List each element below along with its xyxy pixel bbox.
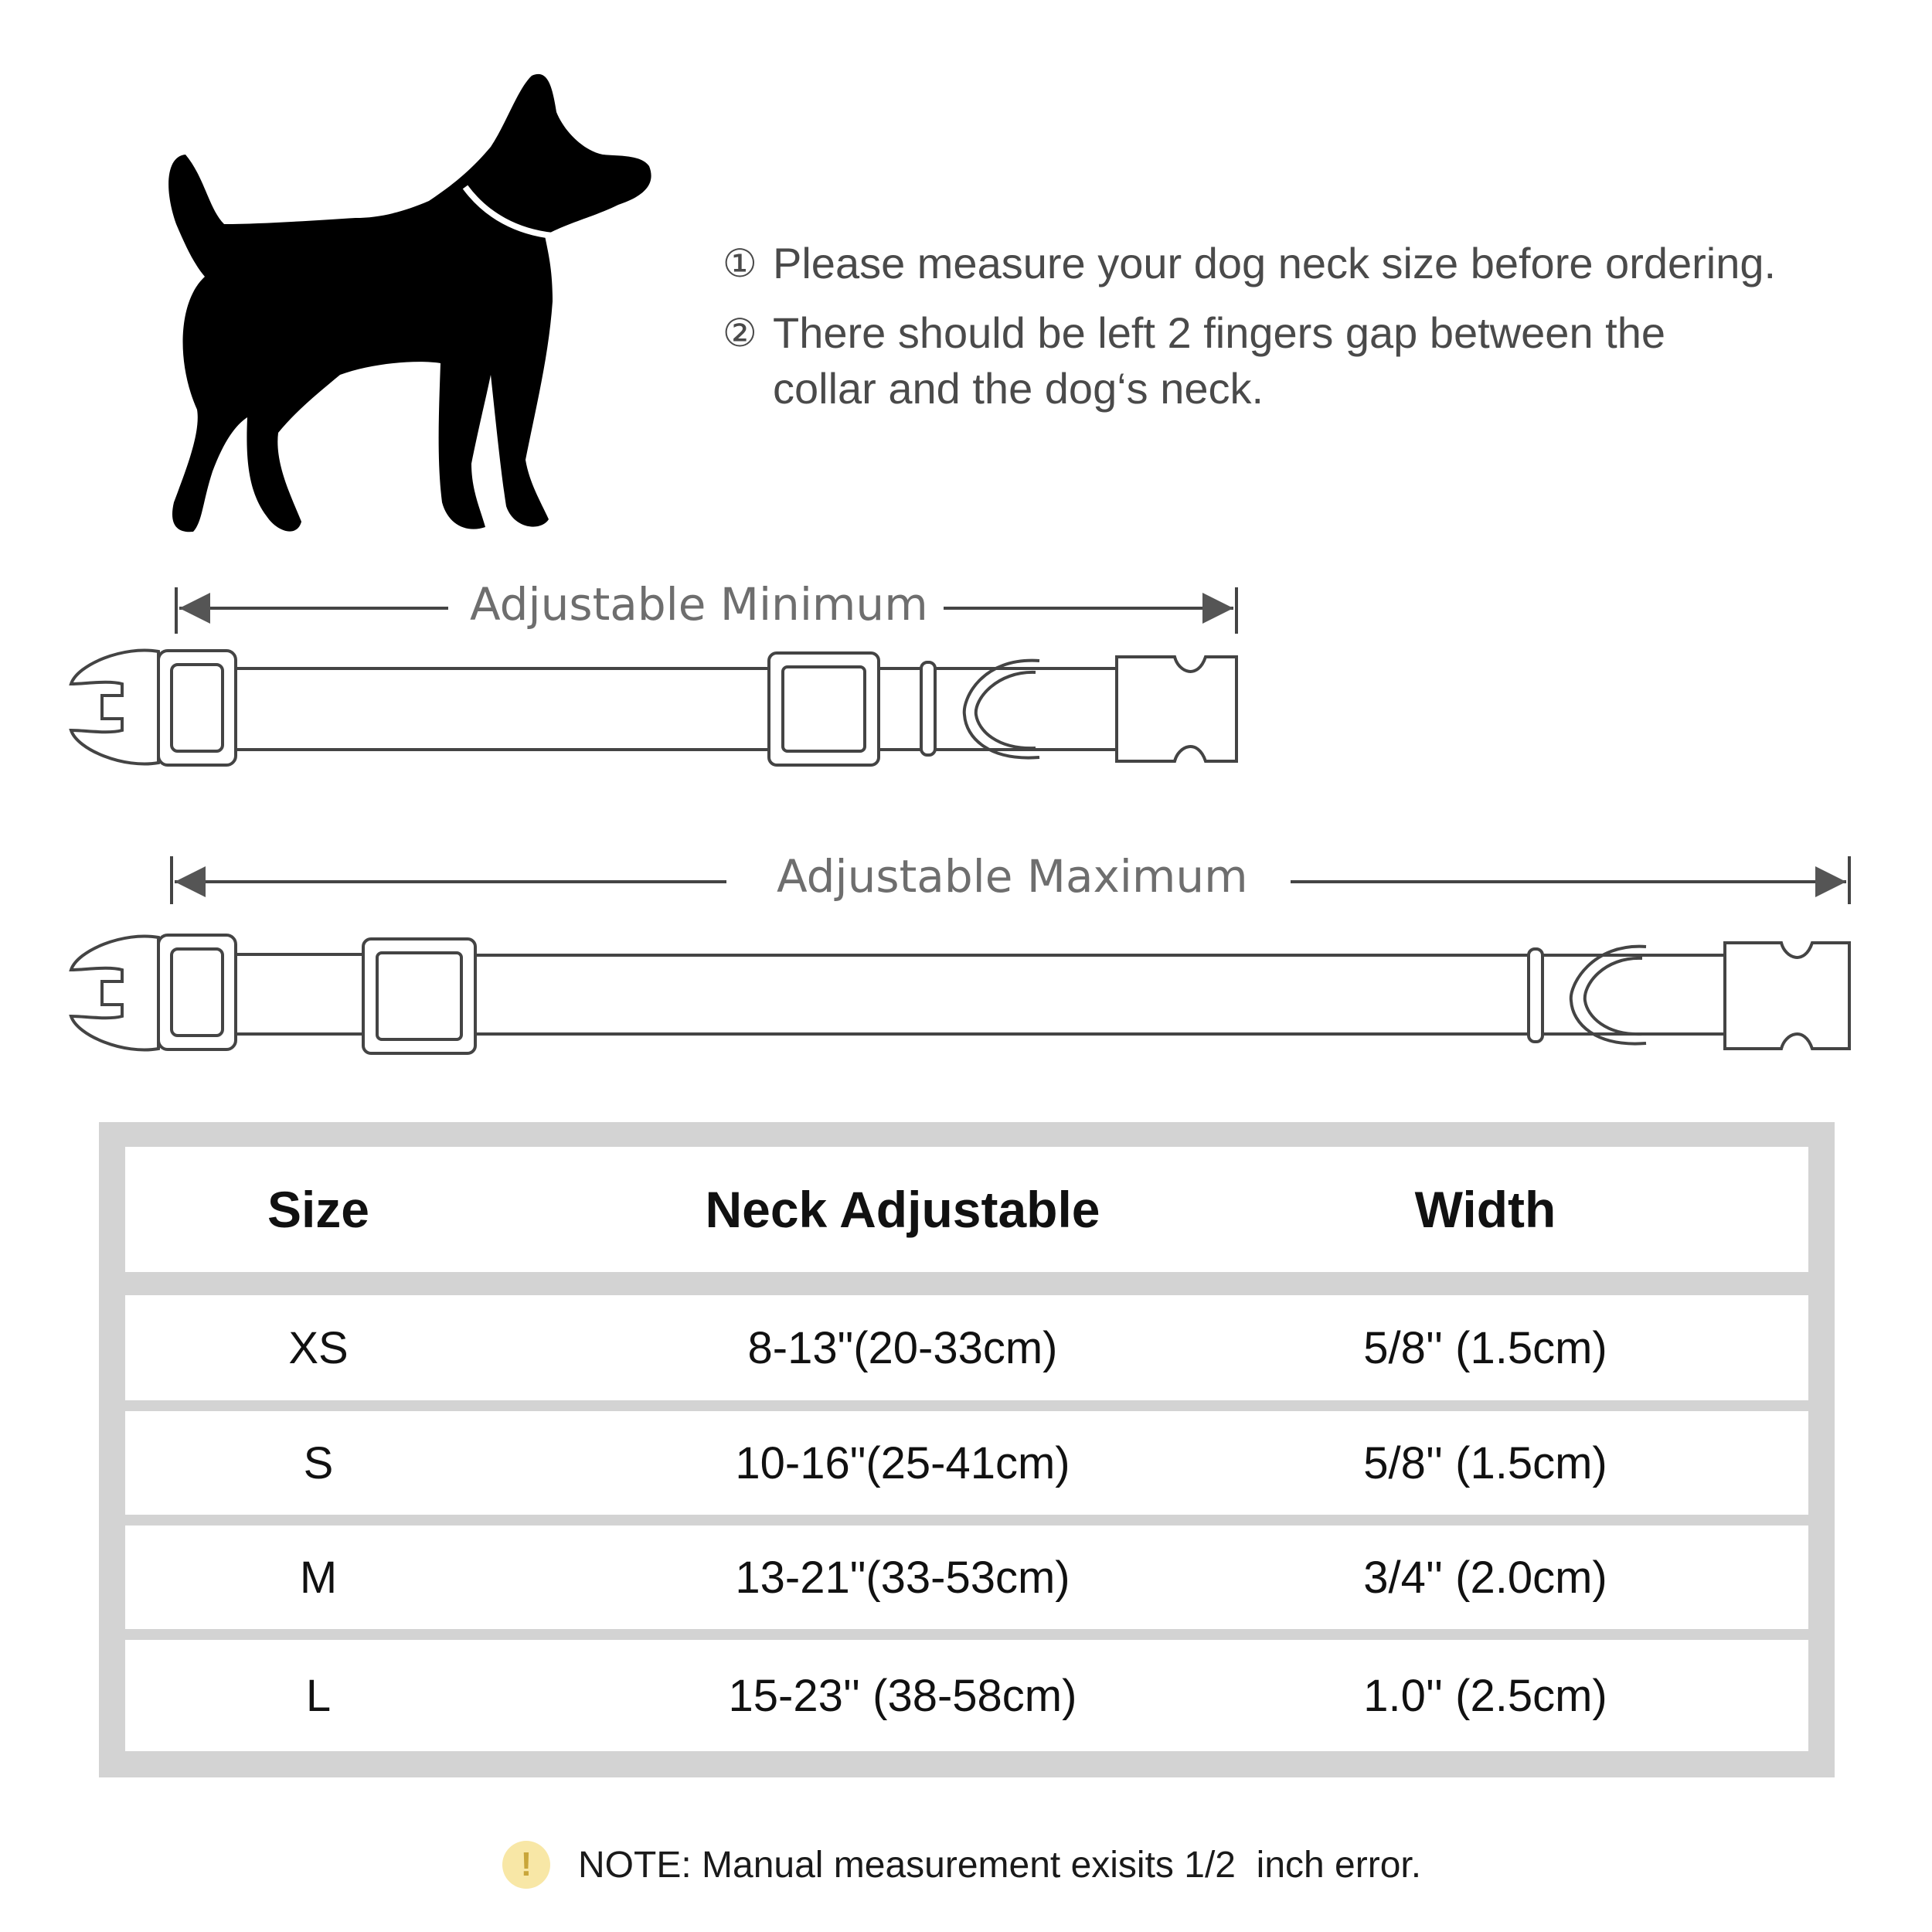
warning-icon: ! (502, 1841, 550, 1889)
table-header-row (125, 1147, 1808, 1272)
neck-cell: 15-23'' (38-58cm) (728, 1670, 1077, 1721)
neck-cell: 13-21"(33-53cm) (735, 1552, 1070, 1603)
note-text: NOTE: Manual measurement exisits 1/2 inch error. (578, 1844, 1422, 1886)
table-row (125, 1295, 1808, 1400)
size-cell: M (299, 1552, 338, 1603)
table-row (125, 1640, 1808, 1751)
header-neck-adjustable: Neck Adjustable (705, 1181, 1100, 1238)
instruction-number: ② (723, 311, 757, 355)
measurement-note (502, 1834, 1421, 1896)
table-row (125, 1526, 1808, 1629)
width-cell: 1.0'' (2.5cm) (1363, 1670, 1607, 1721)
width-cell: 3/4'' (2.0cm) (1363, 1552, 1607, 1603)
size-cell: L (305, 1670, 332, 1721)
neck-cell: 8-13"(20-33cm) (747, 1322, 1058, 1373)
size-cell: S (303, 1437, 334, 1488)
instruction-text: There should be left 2 fingers gap between the collar and the dog‘s neck. (773, 308, 1665, 413)
size-table (99, 1122, 1835, 1777)
size-cell: XS (288, 1322, 349, 1373)
header-width: Width (1414, 1181, 1556, 1238)
header-size: Size (267, 1181, 370, 1238)
width-cell: 5/8'' (1.5cm) (1363, 1322, 1607, 1373)
instruction-number: ① (723, 241, 757, 286)
neck-cell: 10-16"(25-41cm) (735, 1437, 1070, 1488)
adjustable-maximum-label: Adjustable Maximum (761, 850, 1264, 903)
adjustable-minimum-label: Adjustable Minimum (454, 578, 944, 631)
width-cell: 5/8'' (1.5cm) (1363, 1437, 1607, 1488)
instruction-text: Please measure your dog neck size before ordering. (773, 239, 1777, 287)
collar-minimum (71, 650, 1236, 765)
collar-maximum (71, 935, 1849, 1053)
table-row (125, 1411, 1808, 1515)
